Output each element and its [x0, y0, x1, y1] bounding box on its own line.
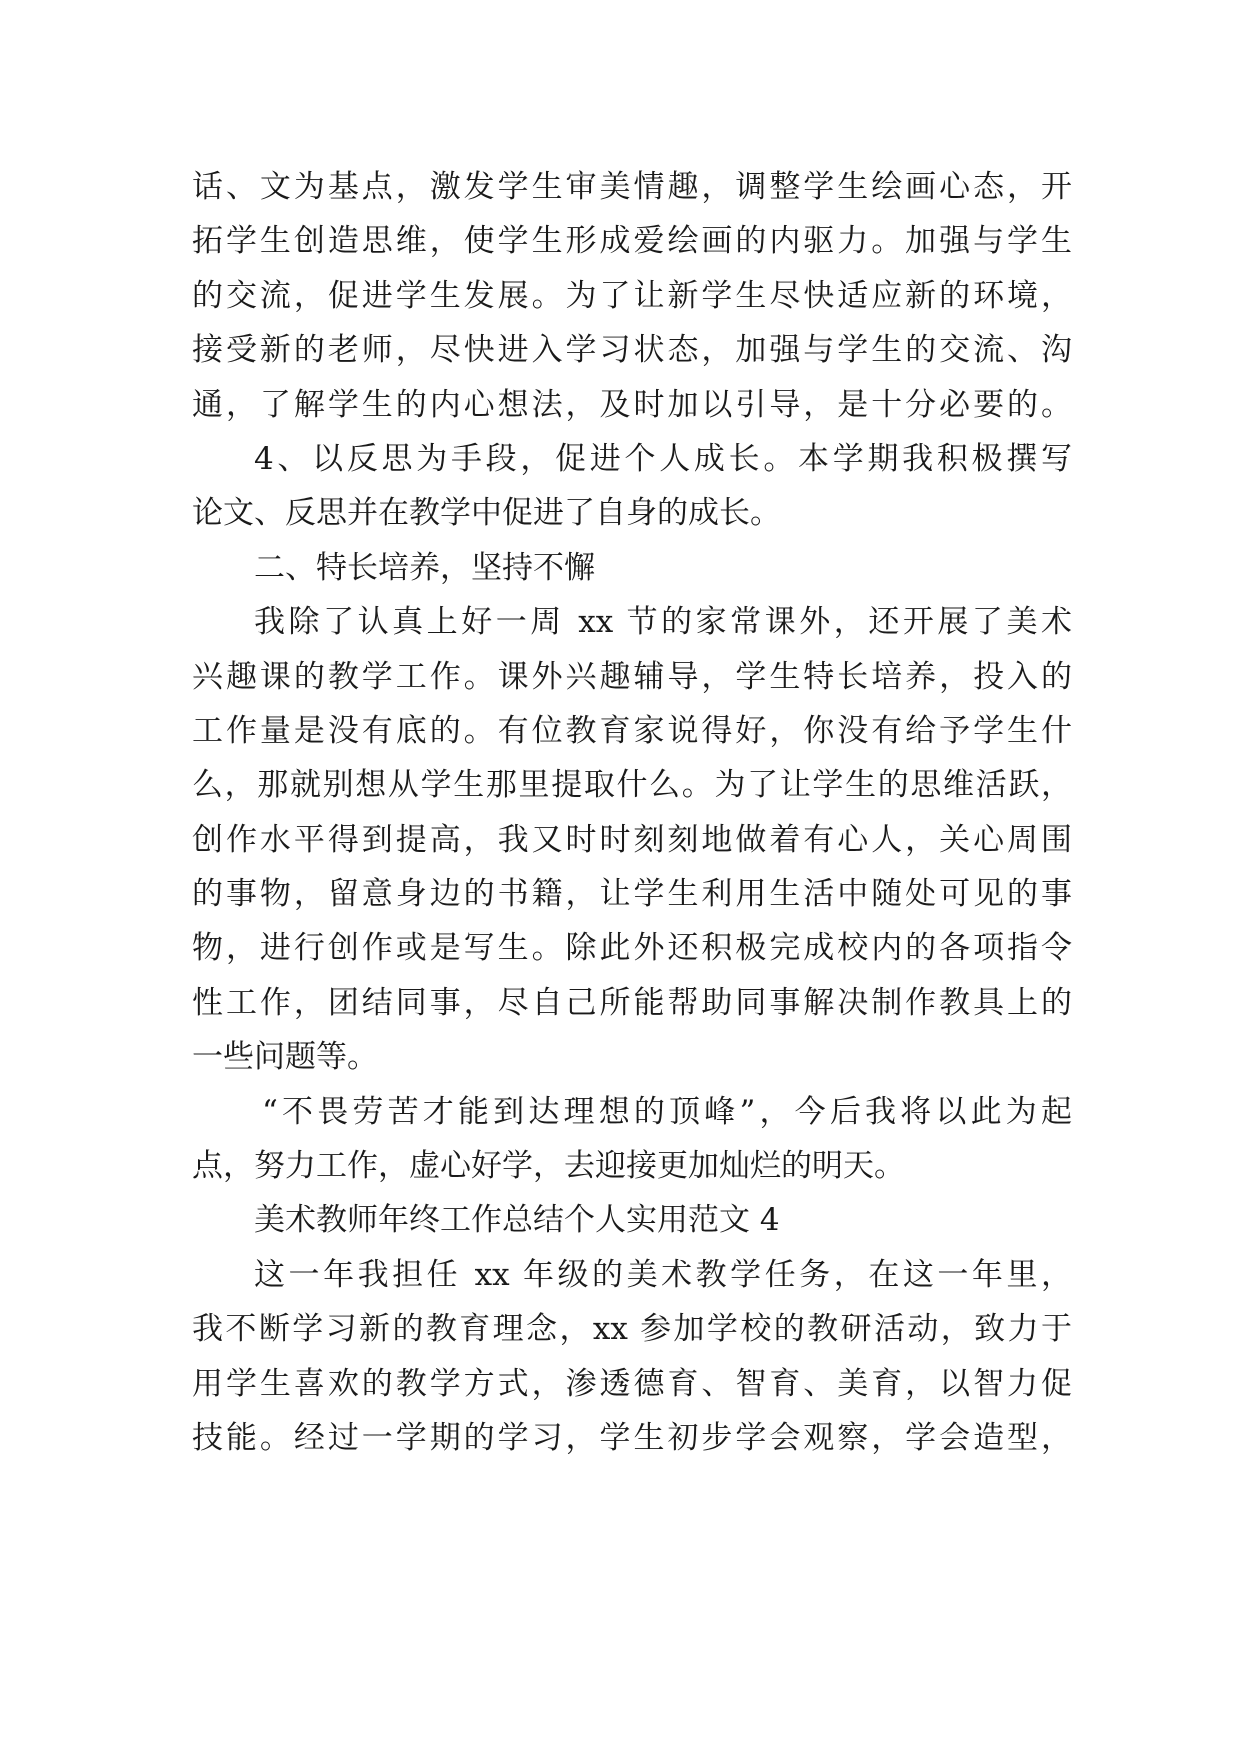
text-line: 性工作，团结同事，尽自己所能帮助同事解决制作教具上的 [192, 984, 1072, 1021]
text-line: 的交流，促进学生发展。为了让新学生尽快适应新的环境， [192, 277, 1072, 314]
text-line: 的事物，留意身边的书籍，让学生利用生活中随处可见的事 [192, 876, 1072, 913]
text-line: 话、文为基点，激发学生审美情趣，调整学生绘画心态，开 [192, 169, 1072, 205]
text-line: 一些问题等。 [192, 1039, 378, 1076]
text-line: 我不断学习新的教育理念，xx 参加学校的教研活动，致力于 [192, 1311, 1072, 1348]
text-line: “不畏劳苦才能到达理想的顶峰”，今后我将以此为起 [262, 1093, 1072, 1130]
text-line: 物，进行创作或是写生。除此外还积极完成校内的各项指令 [192, 930, 1072, 967]
text-line: 技能。经过一学期的学习，学生初步学会观察，学会造型， [192, 1419, 1072, 1456]
text-line: 通，了解学生的内心想法，及时加以引导，是十分必要的。 [192, 386, 1072, 423]
section-heading: 美术教师年终工作总结个人实用范文 4 [254, 1202, 780, 1239]
text-line: 论文、反思并在教学中促进了自身的成长。 [192, 495, 781, 532]
text-line: 这一年我担任 xx 年级的美术教学任务，在这一年里， [254, 1256, 1072, 1293]
text-line: 拓学生创造思维，使学生形成爱绘画的内驱力。加强与学生 [192, 223, 1072, 260]
text-line: 创作水平得到提高，我又时时刻刻地做着有心人，关心周围 [192, 821, 1072, 858]
text-line: 兴趣课的教学工作。课外兴趣辅导，学生特长培养，投入的 [192, 658, 1072, 695]
text-line: 么，那就别想从学生那里提取什么。为了让学生的思维活跃， [192, 767, 1072, 804]
section-heading: 二、特长培养，坚持不懈 [254, 549, 595, 586]
text-line: 接受新的老师，尽快进入学习状态，加强与学生的交流、沟 [192, 332, 1072, 369]
text-line: 点，努力工作，虚心好学，去迎接更加灿烂的明天。 [192, 1148, 905, 1185]
text-line: 用学生喜欢的教学方式，渗透德育、智育、美育，以智力促 [192, 1365, 1072, 1402]
document-body [192, 160, 1072, 1465]
text-line: 工作量是没有底的。有位教育家说得好，你没有给予学生什 [192, 712, 1072, 749]
text-line: 我除了认真上好一周 xx 节的家常课外，还开展了美术 [254, 604, 1072, 641]
text-line: 4、以反思为手段，促进个人成长。本学期我积极撰写 [254, 440, 1072, 477]
